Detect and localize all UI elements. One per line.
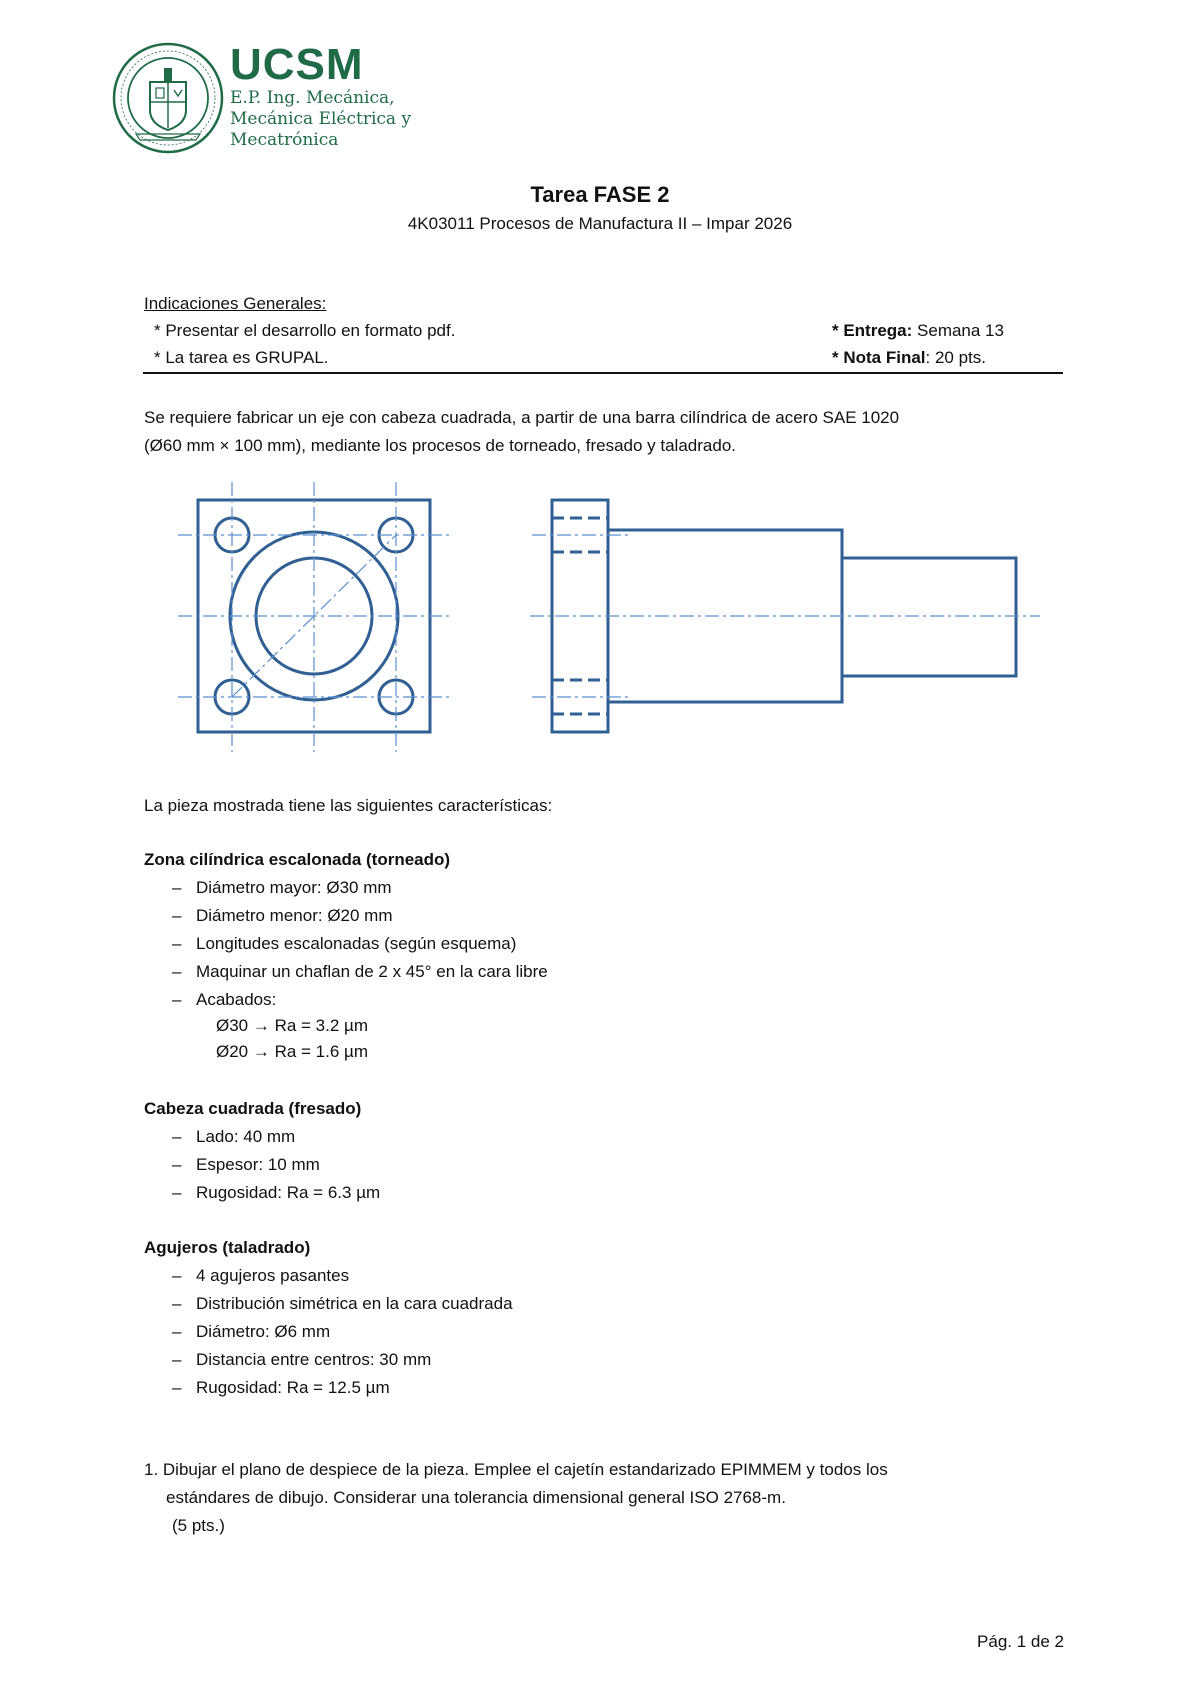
delivery-value: Semana 13 (912, 321, 1004, 340)
finish-item: Ø20 → Ra = 1.6 µm (216, 1042, 368, 1061)
indication-delivery (832, 321, 1004, 341)
indication-format: * Presentar el desarrollo en formato pdf. (154, 321, 456, 340)
list-item: – Diámetro: Ø6 mm (172, 1322, 331, 1341)
intro-line-1: Se requiere fabricar un eje con cabeza cuadrada, a partir de una barra cilíndrica de acero SAE 1020 (144, 408, 900, 427)
list-item: – Rugosidad: Ra = 6.3 µm (172, 1183, 381, 1202)
intro-paragraph (144, 404, 1064, 460)
brand-line-3: Mecatrónica (230, 130, 339, 150)
list-item: – Distancia entre centros: 30 mm (172, 1350, 432, 1369)
final-grade-value: : 20 pts. (925, 348, 986, 367)
list-item: – Distribución simétrica en la cara cuadrada (172, 1294, 513, 1313)
intro-line-2: (Ø60 mm × 100 mm), mediante los procesos de torneado, fresado y taladrado. (144, 436, 736, 455)
indication-group: * La tarea es GRUPAL. (154, 348, 329, 367)
minor-shaft-profile (842, 558, 1016, 676)
list-item: – Rugosidad: Ra = 12.5 µm (172, 1378, 390, 1397)
delivery-label: * Entrega: (832, 321, 913, 340)
section-title-drilling: Agujeros (taladrado) (144, 1238, 311, 1257)
part-drawing (170, 480, 1050, 770)
page-title: Tarea FASE 2 (530, 182, 670, 207)
list-item: – Longitudes escalonadas (según esquema) (172, 934, 517, 953)
brand-block (230, 42, 411, 151)
finish-item: Ø30 → Ra = 3.2 µm (216, 1016, 368, 1035)
task-points: (5 pts.) (172, 1516, 225, 1535)
section-title-milling: Cabeza cuadrada (fresado) (144, 1099, 362, 1118)
ucsm-logo (112, 42, 512, 157)
features-intro: La pieza mostrada tiene las siguientes características: (144, 796, 553, 815)
university-seal-icon (112, 42, 224, 154)
indication-final-grade (832, 348, 986, 368)
list-item: – 4 agujeros pasantes (172, 1266, 350, 1285)
course-subtitle: 4K03011 Procesos de Manufactura II – Impar 2026 (407, 214, 793, 233)
final-grade-label: * Nota Final (832, 348, 926, 367)
list-item: – Espesor: 10 mm (172, 1155, 320, 1174)
task-line-1: 1. Dibujar el plano de despiece de la pieza. Emplee el cajetín estandarizado EPIMMEM y todos los (144, 1460, 888, 1479)
brand-line-1: E.P. Ing. Mecánica, (230, 88, 395, 108)
brand-name: UCSM (230, 40, 364, 89)
list-item: – Diámetro mayor: Ø30 mm (172, 878, 392, 897)
list-item: – Acabados: (172, 990, 277, 1009)
list-item: – Lado: 40 mm (172, 1127, 296, 1146)
brand-line-2: Mecánica Eléctrica y (230, 109, 412, 129)
indications-heading: Indicaciones Generales: (144, 294, 327, 313)
list-item: – Diámetro menor: Ø20 mm (172, 906, 393, 925)
task-line-2: estándares de dibujo. Considerar una tolerancia dimensional general ISO 2768-m. (166, 1488, 786, 1507)
page-number: Pág. 1 de 2 (977, 1632, 1064, 1651)
list-item: – Maquinar un chaflan de 2 x 45° en la cara libre (172, 962, 548, 981)
section-title-turning: Zona cilíndrica escalonada (torneado) (144, 850, 451, 869)
section-divider (143, 372, 1063, 374)
